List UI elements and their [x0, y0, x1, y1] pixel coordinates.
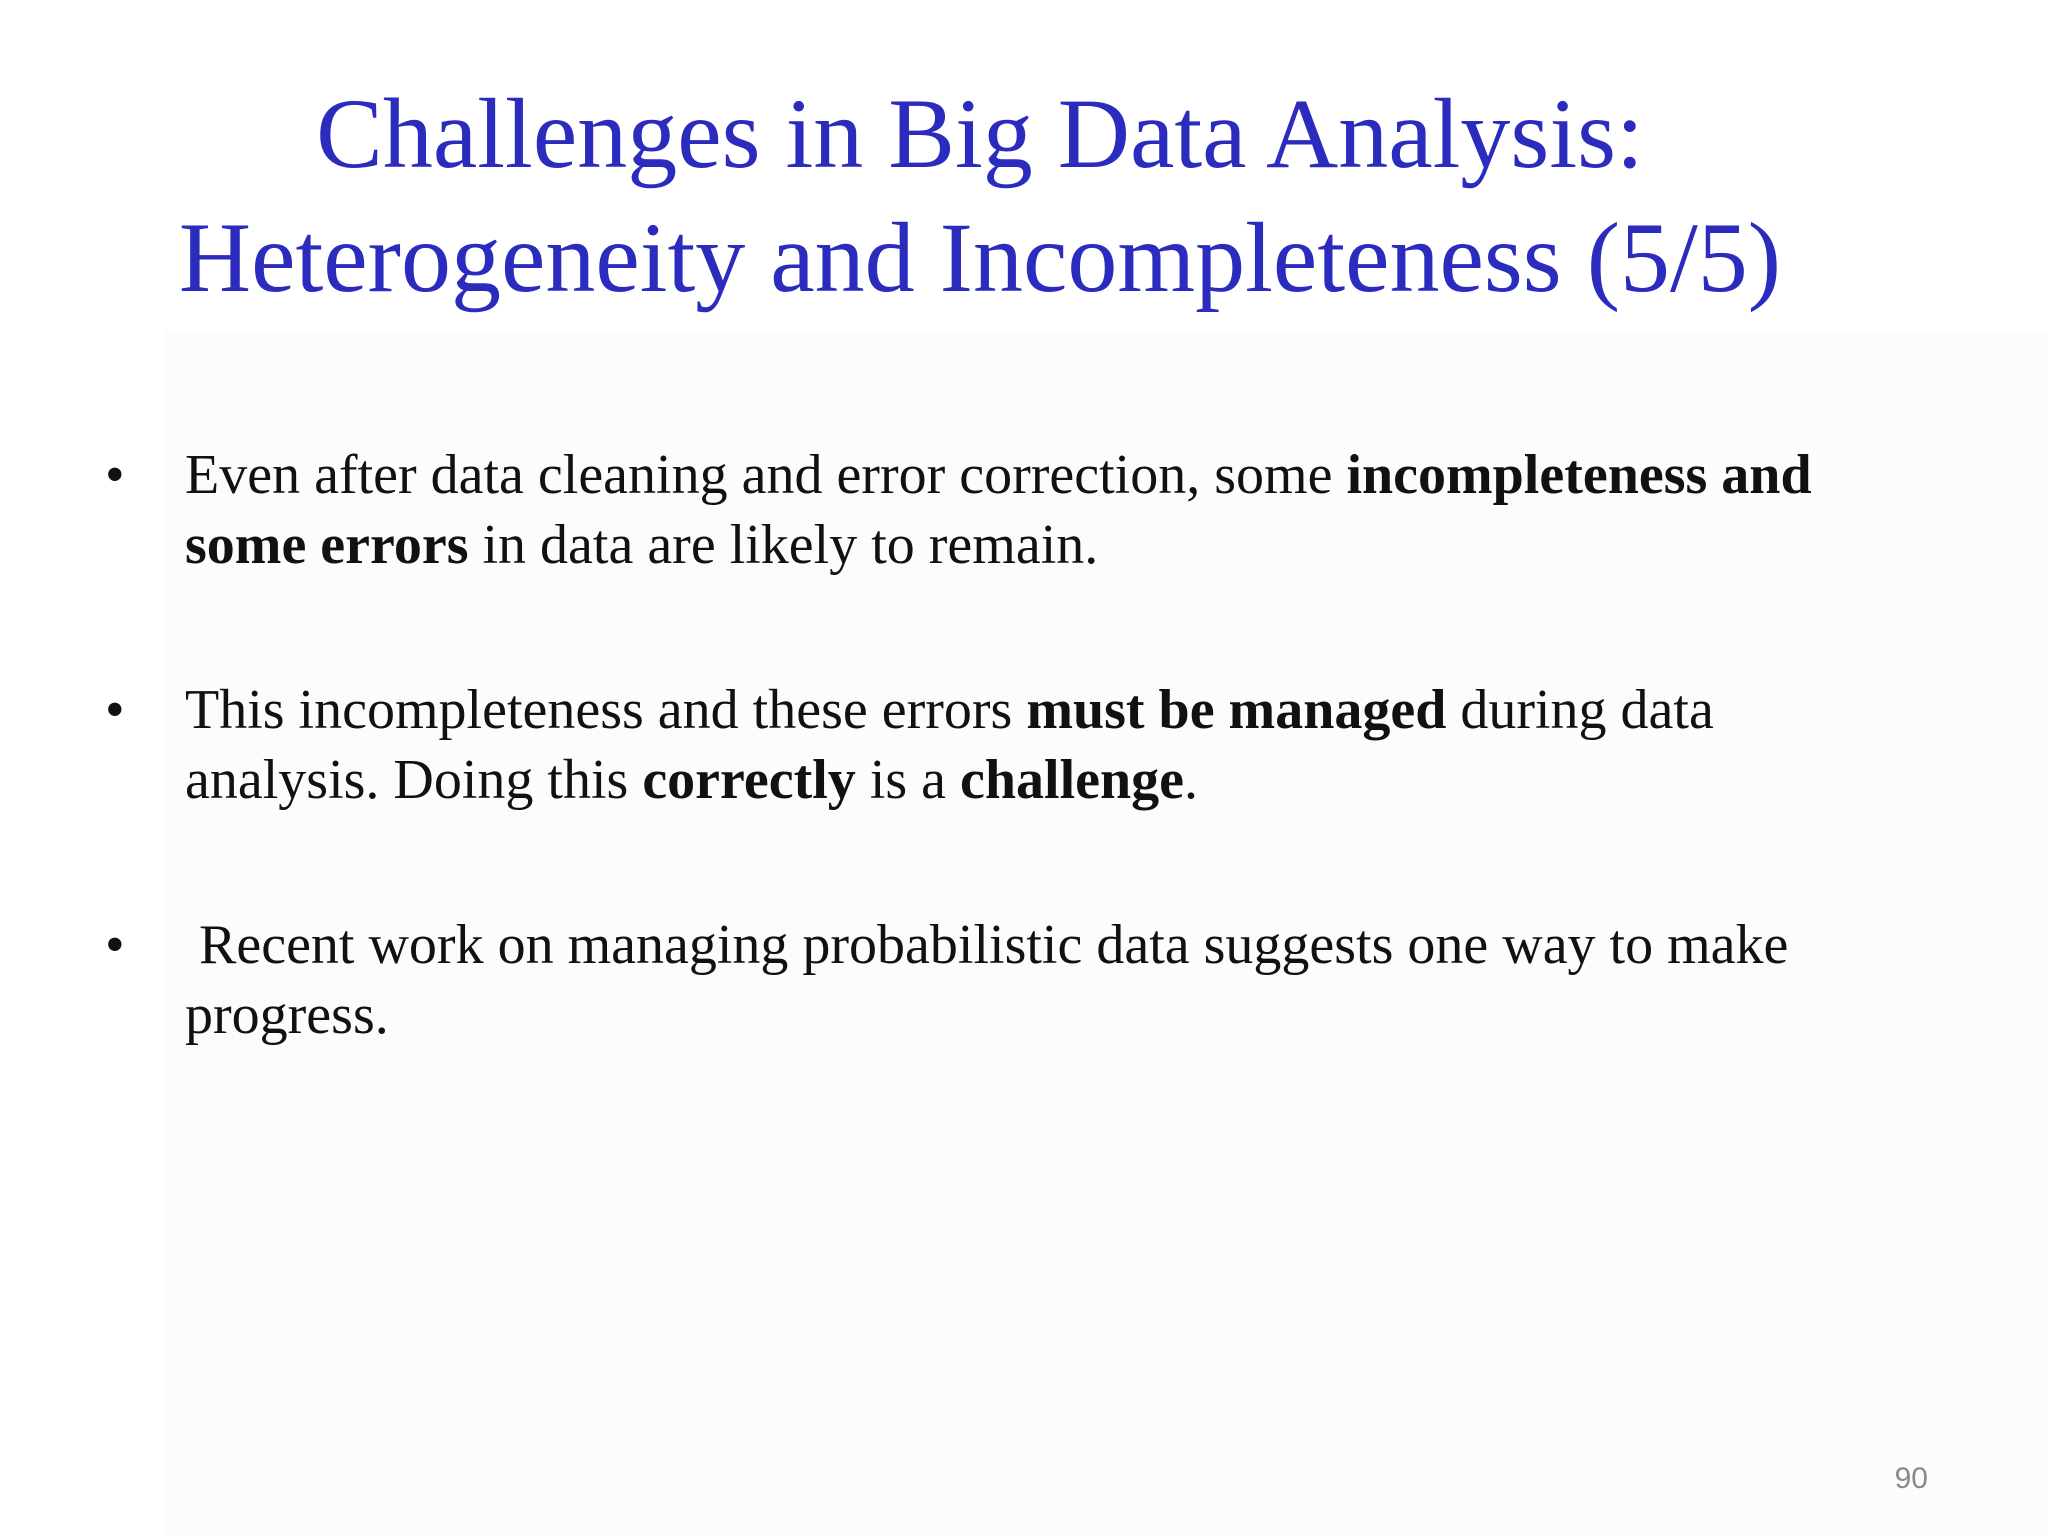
bullet-item — [105, 675, 1885, 815]
bullet-item — [105, 910, 1885, 1050]
bullet-list — [105, 440, 1885, 1145]
bullet-text-plain: during data analysis. Doing this — [185, 679, 1714, 811]
bullet-text — [185, 444, 1812, 576]
bullet-text-plain: . — [1184, 749, 1199, 811]
bullet-item — [105, 440, 1885, 580]
bullet-icon: • — [105, 679, 125, 741]
bullet-text-plain: This incompleteness and these errors — [185, 679, 1027, 741]
bullet-text-plain: Even after data cleaning and error correction, some — [185, 444, 1347, 506]
bullet-text — [185, 679, 1714, 811]
bullet-text-plain: in data are likely to remain. — [468, 514, 1099, 576]
bullet-text-bold: challenge — [960, 749, 1185, 811]
bullet-icon: • — [105, 444, 125, 506]
bullet-text-bold: incompleteness and some errors — [185, 444, 1812, 576]
page-number: 90 — [1894, 1462, 1928, 1495]
bullet-icon: • — [105, 914, 125, 976]
slide-title — [0, 72, 1960, 320]
bullet-text-bold: correctly — [642, 749, 856, 811]
bullet-text-bold: must be managed — [1026, 679, 1447, 741]
title-line-1: Challenges in Big Data Analysis: — [316, 78, 1644, 189]
bullet-text-plain: Recent work on managing probabilistic data suggests one way to make progress. — [185, 914, 1803, 1046]
bullet-text — [185, 914, 1802, 1046]
bullet-text-plain: is a — [855, 749, 961, 811]
title-line-2: Heterogeneity and Incompleteness (5/5) — [178, 202, 1782, 313]
